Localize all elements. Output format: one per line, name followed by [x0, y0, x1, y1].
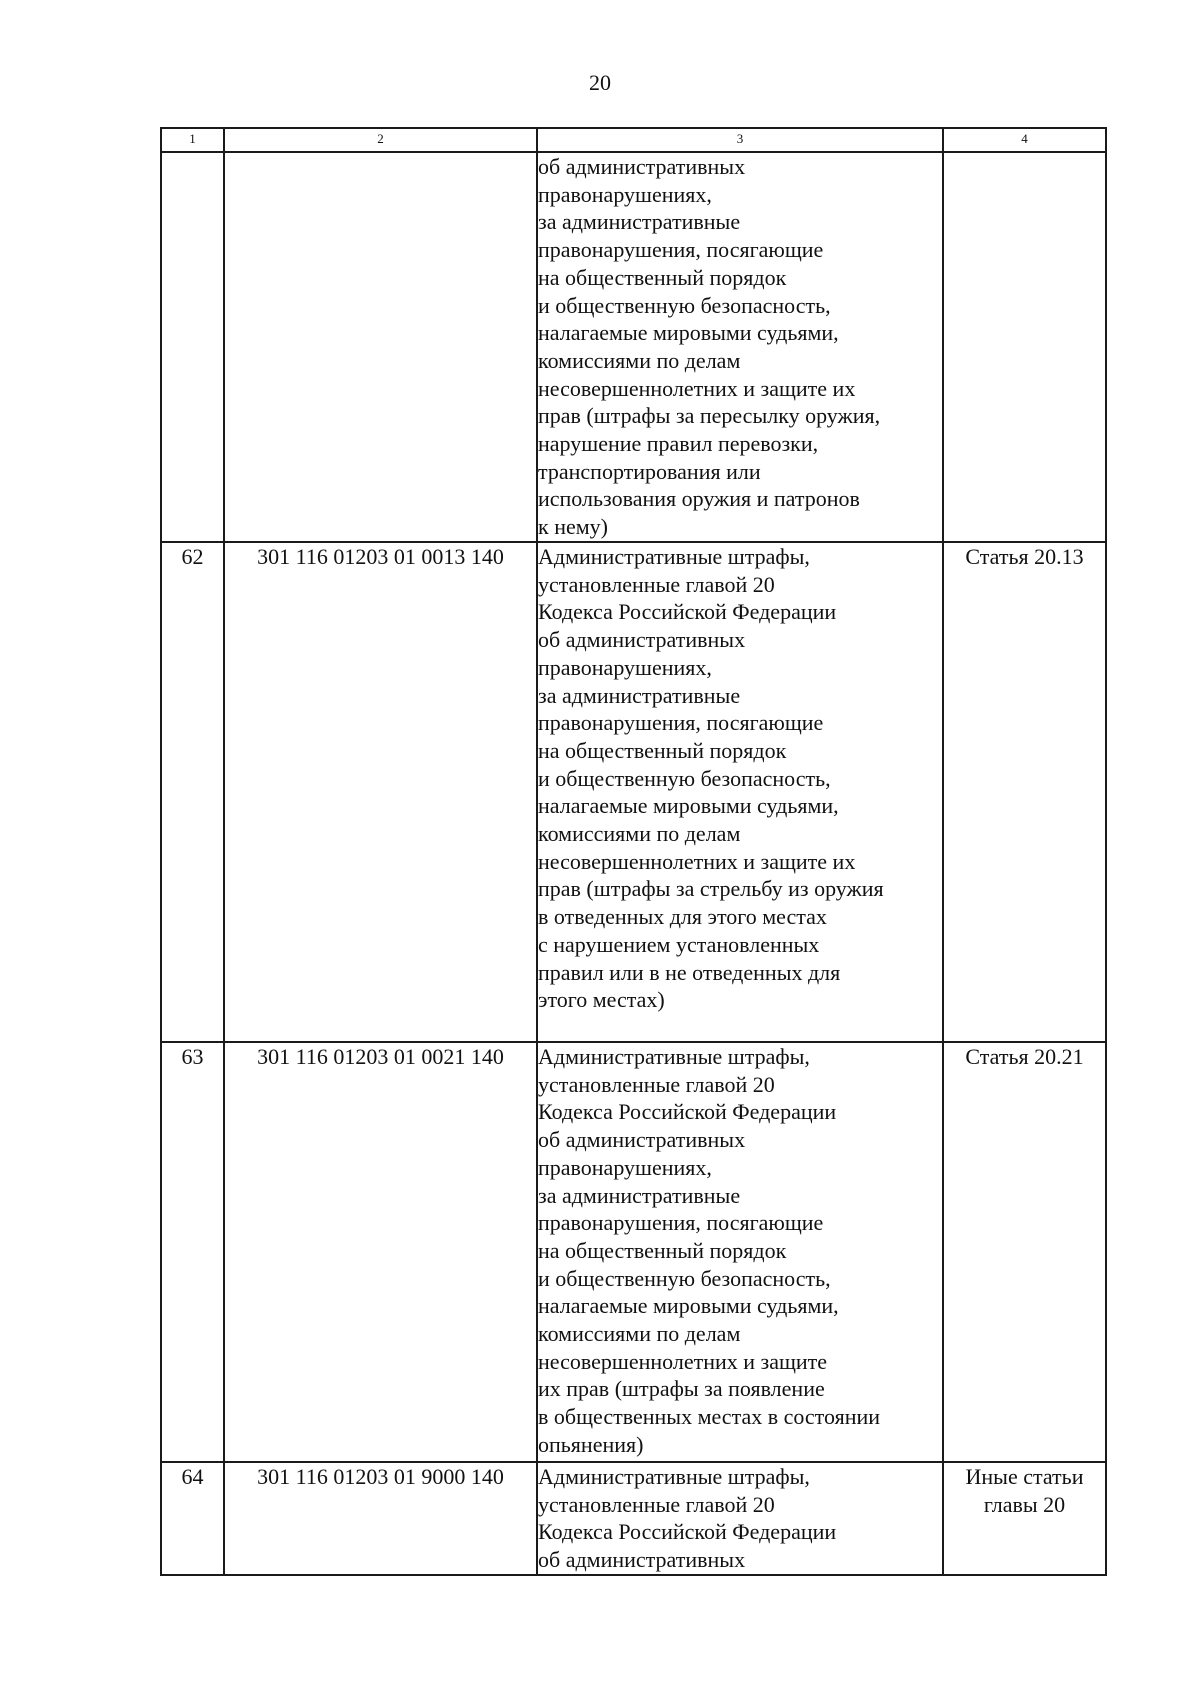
row-number — [161, 152, 224, 542]
column-header: 4 — [943, 128, 1106, 152]
budget-code: 301 116 01203 01 0013 140 — [224, 542, 537, 1042]
column-header: 3 — [537, 128, 943, 152]
article-reference — [943, 152, 1106, 542]
fine-description: Административные штрафы, установленные главой 20 Кодекса Российской Федерации об административных правонарушениях, за административные правонарушения, посягающие на общественный порядок и общественную безопасность, налагаемые мировыми судьями, комиссиями по делам несовершеннолетних и защите их прав (штрафы за появление в общественных местах в состоянии опьянения) — [537, 1042, 943, 1462]
column-header: 2 — [224, 128, 537, 152]
page-number: 20 — [589, 70, 611, 95]
article-reference: Статья 20.21 — [943, 1042, 1106, 1462]
fine-description: Административные штрафы, установленные главой 20 Кодекса Российской Федерации об административных — [537, 1462, 943, 1575]
table-row — [161, 1042, 1106, 1462]
table-row — [161, 1462, 1106, 1575]
budget-code: 301 116 01203 01 0021 140 — [224, 1042, 537, 1462]
article-reference: Иные статьи главы 20 — [943, 1462, 1106, 1575]
row-number: 62 — [161, 542, 224, 1042]
article-reference: Статья 20.13 — [943, 542, 1106, 1042]
row-number: 64 — [161, 1462, 224, 1575]
budget-code — [224, 152, 537, 542]
table-row — [161, 152, 1106, 542]
row-number: 63 — [161, 1042, 224, 1462]
fine-description: об административных правонарушениях, за административные правонарушения, посягающие на общественный порядок и общественную безопасность, налагаемые мировыми судьями, комиссиями по делам несовершеннолетних и защите их прав (штрафы за пересылку оружия, нарушение правил перевозки, транспортирования или использования оружия и патронов к нему) — [537, 152, 943, 542]
table-header-row — [161, 128, 1106, 152]
table-row — [161, 542, 1106, 1042]
column-header: 1 — [161, 128, 224, 152]
budget-code: 301 116 01203 01 9000 140 — [224, 1462, 537, 1575]
fine-description: Административные штрафы, установленные главой 20 Кодекса Российской Федерации об административных правонарушениях, за административные правонарушения, посягающие на общественный порядок и общественную безопасность, налагаемые мировыми судьями, комиссиями по делам несовершеннолетних и защите их прав (штрафы за стрельбу из оружия в отведенных для этого местах с нарушением установленных правил или в не отведенных для этого местах) — [537, 542, 943, 1042]
fines-table — [160, 127, 1107, 1576]
